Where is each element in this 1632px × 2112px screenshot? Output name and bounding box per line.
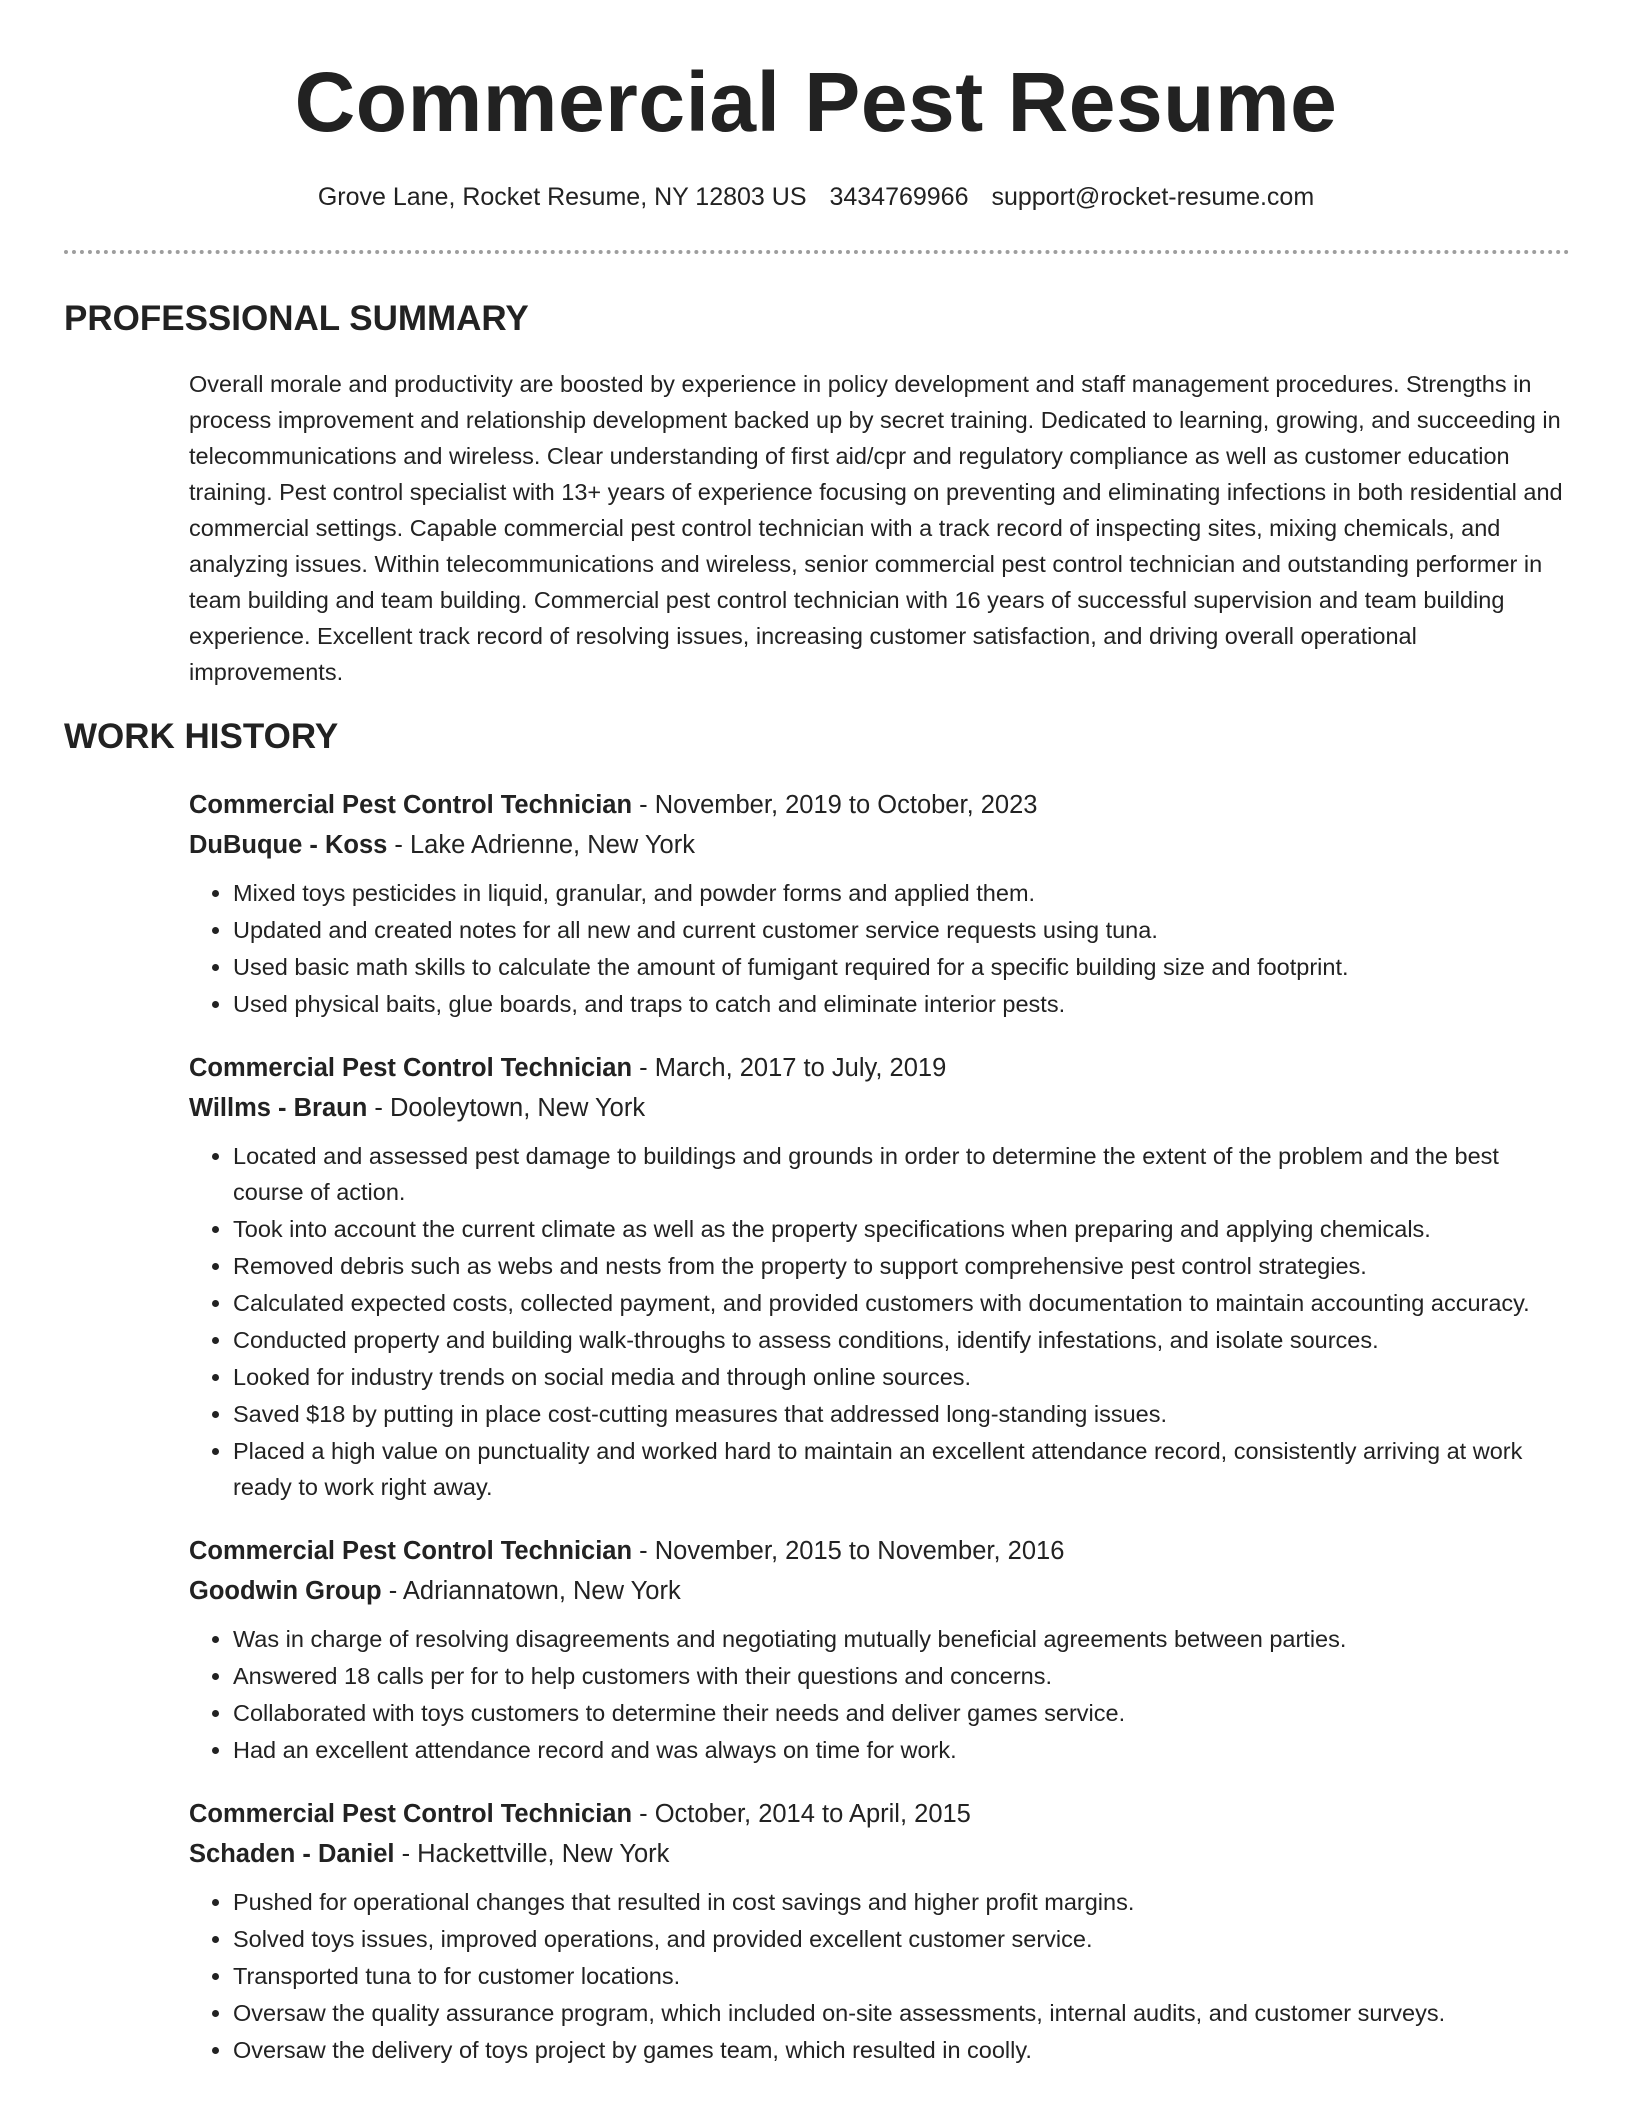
job-company-line	[189, 825, 1574, 865]
job-bullet: • Transported tuna to for customer locations.	[233, 1958, 1574, 1994]
job-bullet: • Oversaw the delivery of toys project by games team, which resulted in coolly.	[233, 2032, 1574, 2068]
contact-phone: 3434769966	[829, 183, 969, 211]
work-history-list	[189, 785, 1574, 2094]
job-dates: - October, 2014 to April, 2015	[632, 1800, 971, 1828]
job-bullet: • Mixed toys pesticides in liquid, granular, and powder forms and applied them.	[233, 875, 1574, 911]
job-title: Commercial Pest Control Technician	[189, 1800, 633, 1828]
job-bullet: • Used physical baits, glue boards, and traps to catch and eliminate interior pests.	[233, 986, 1574, 1022]
job-bullet: • Collaborated with toys customers to determine their needs and deliver games service.	[233, 1695, 1574, 1731]
job-dates: - November, 2015 to November, 2016	[632, 1537, 1065, 1565]
job-company: Schaden - Daniel	[189, 1840, 395, 1868]
job-title: Commercial Pest Control Technician	[189, 1537, 633, 1565]
job-entry	[189, 1794, 1574, 2068]
job-company: Willms - Braun	[189, 1094, 368, 1122]
job-title-line	[189, 785, 1574, 825]
job-bullet: • Oversaw the quality assurance program, which included on-site assessments, internal audits, and customer surveys.	[233, 1995, 1574, 2031]
job-bullet: • Took into account the current climate as well as the property specifications when preparing and applying chemicals.	[233, 1211, 1574, 1247]
job-title-line	[189, 1794, 1574, 1834]
job-title: Commercial Pest Control Technician	[189, 1054, 633, 1082]
job-company-line	[189, 1834, 1574, 1874]
job-location: - Hackettville, New York	[394, 1840, 670, 1868]
job-location: - Adriannatown, New York	[381, 1577, 681, 1605]
job-bullet: • Removed debris such as webs and nests from the property to support comprehensive pest control strategies.	[233, 1248, 1574, 1284]
job-bullet: • Solved toys issues, improved operations, and provided excellent customer service.	[233, 1921, 1574, 1957]
job-bullets	[189, 1138, 1574, 1505]
job-entry	[189, 1531, 1574, 1768]
job-bullets	[189, 1621, 1574, 1768]
job-bullet: • Answered 18 calls per for to help customers with their questions and concerns.	[233, 1658, 1574, 1694]
job-bullet: • Used basic math skills to calculate the amount of fumigant required for a specific building size and footprint.	[233, 949, 1574, 985]
job-bullet: • Looked for industry trends on social media and through online sources.	[233, 1359, 1574, 1395]
contact-line	[0, 180, 1632, 215]
job-dates: - March, 2017 to July, 2019	[632, 1054, 947, 1082]
header-divider	[64, 250, 1570, 254]
job-bullet: • Had an excellent attendance record and was always on time for work.	[233, 1732, 1574, 1768]
job-entry	[189, 1048, 1574, 1505]
summary-text: Overall morale and productivity are boosted by experience in policy development and staff management procedures. Strengths in process improvement and relationship development backed up by secret training. Dedicated to learning, growing, and succeeding in telecommunications and wireless. Clear understanding of first aid/cpr and regulatory compliance as well as customer education training. Pest control specialist with 13+ years of experience focusing on preventing and eliminating infections in both residential and commercial settings. Capable commercial pest control technician with a track record of inspecting sites, mixing chemicals, and analyzing issues. Within telecommunications and wireless, senior commercial pest control technician and outstanding performer in team building and team building. Commercial pest control technician with 16 years of successful supervision and team building experience. Excellent track record of resolving issues, increasing customer satisfaction, and driving overall operational improvements.	[189, 371, 1563, 685]
job-title-line	[189, 1048, 1574, 1088]
job-bullet: • Located and assessed pest damage to buildings and grounds in order to determine the extent of the problem and the best course of action.	[233, 1138, 1574, 1210]
job-bullet: • Updated and created notes for all new and current customer service requests using tuna.	[233, 912, 1574, 948]
summary-heading: PROFESSIONAL SUMMARY	[64, 299, 529, 338]
job-location: - Lake Adrienne, New York	[387, 831, 695, 859]
contact-address: Grove Lane, Rocket Resume, NY 12803 US	[317, 183, 807, 211]
job-location: - Dooleytown, New York	[367, 1094, 646, 1122]
job-bullet: • Placed a high value on punctuality and worked hard to maintain an excellent attendance record, consistently arriving at work ready to work right away.	[233, 1433, 1574, 1505]
job-bullet: • Was in charge of resolving disagreements and negotiating mutually beneficial agreements between parties.	[233, 1621, 1574, 1657]
job-title: Commercial Pest Control Technician	[189, 791, 633, 819]
job-bullets	[189, 1884, 1574, 2068]
resume-title: Commercial Pest Resume	[294, 55, 1338, 149]
job-company: DuBuque - Koss	[189, 831, 388, 859]
job-dates: - November, 2019 to October, 2023	[632, 791, 1038, 819]
job-company-line	[189, 1088, 1574, 1128]
job-bullet: • Conducted property and building walk-throughs to assess conditions, identify infestations, and isolate sources.	[233, 1322, 1574, 1358]
job-bullet: • Saved $18 by putting in place cost-cutting measures that addressed long-standing issues.	[233, 1396, 1574, 1432]
job-company: Goodwin Group	[189, 1577, 382, 1605]
contact-email: support@rocket-resume.com	[991, 183, 1315, 211]
job-title-line	[189, 1531, 1574, 1571]
job-company-line	[189, 1571, 1574, 1611]
job-bullets	[189, 875, 1574, 1022]
job-bullet: • Pushed for operational changes that resulted in cost savings and higher profit margins.	[233, 1884, 1574, 1920]
work-history-heading: WORK HISTORY	[64, 717, 339, 756]
job-entry	[189, 785, 1574, 1022]
job-bullet: • Calculated expected costs, collected payment, and provided customers with documentation to maintain accounting accuracy.	[233, 1285, 1574, 1321]
